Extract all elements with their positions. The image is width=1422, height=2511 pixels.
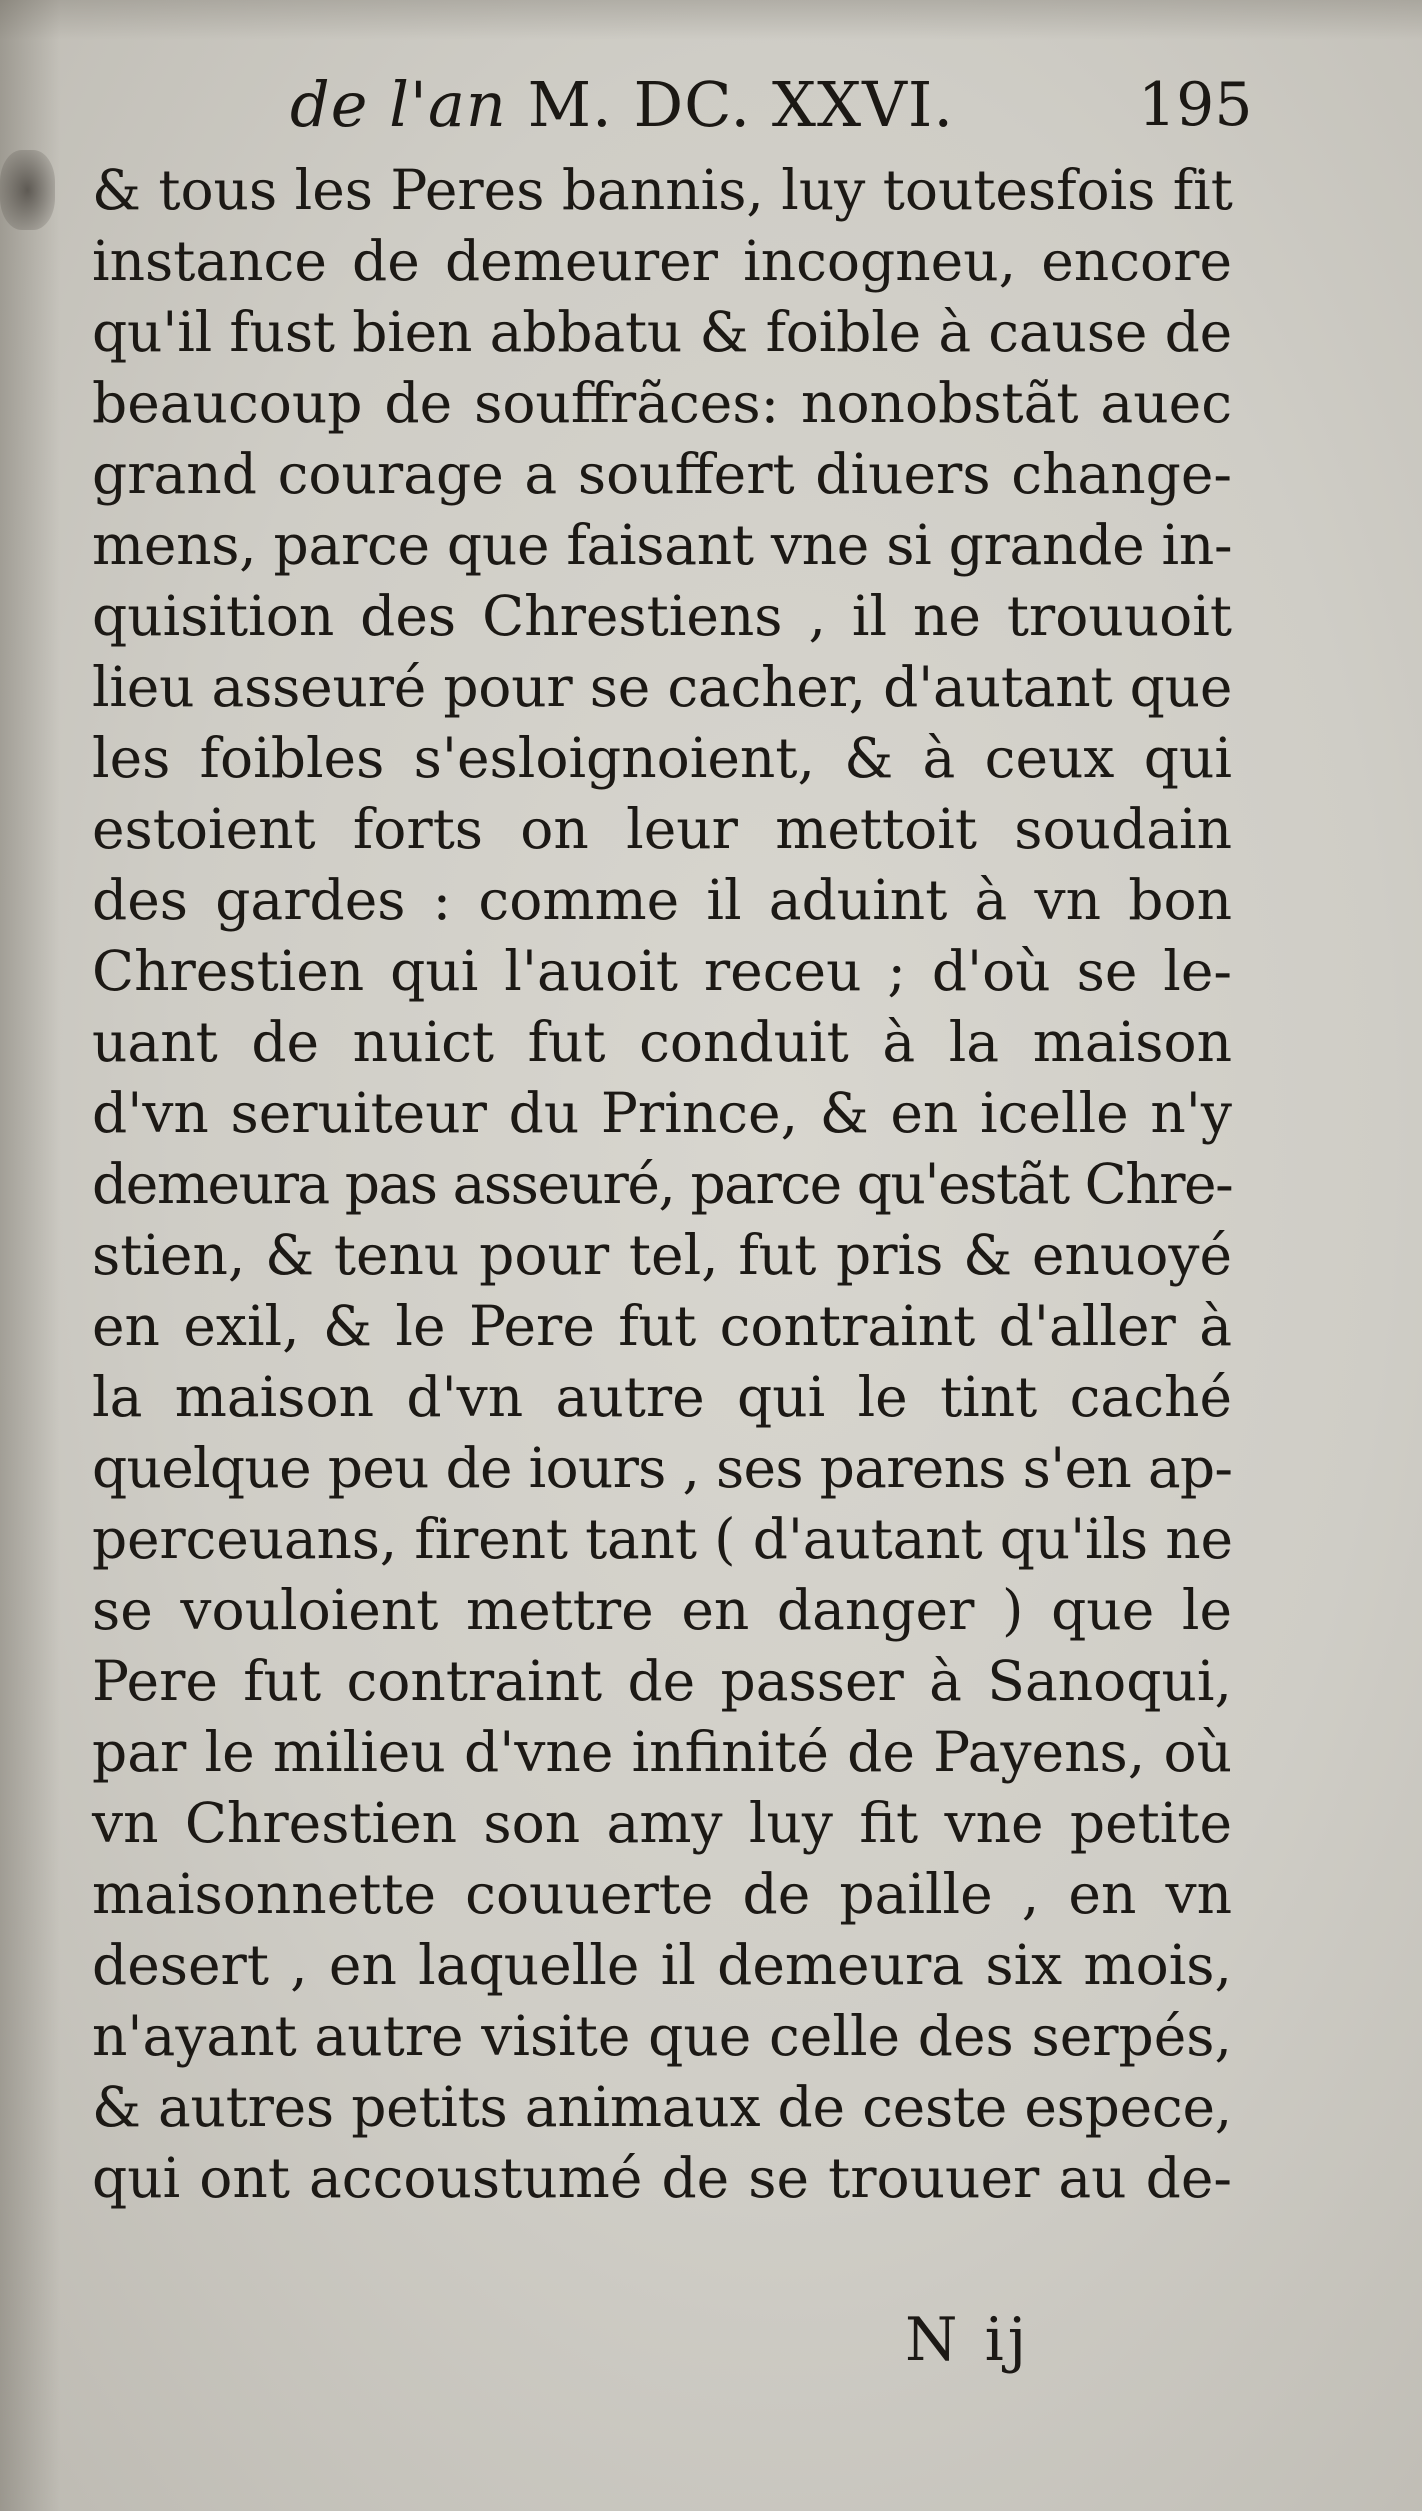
text-line: mens, parce que faisant vne si grande in- (92, 513, 1233, 577)
text-line: par le milieu d'vne infinité de Payens, où (92, 1720, 1232, 1784)
running-head-title (290, 60, 954, 150)
ink-smudge (0, 150, 55, 230)
text-line: se vouloient mettre en danger ) que le (92, 1578, 1232, 1642)
top-edge-shadow (0, 0, 1422, 40)
signature-mark: N ij (905, 2305, 1031, 2375)
gutter-shadow (0, 0, 60, 2511)
text-line: stien, & tenu pour tel, fut pris & enuoyé (92, 1223, 1232, 1287)
text-line: instance de demeurer incogneu, encore (92, 229, 1232, 293)
running-head (0, 60, 1422, 150)
text-line: en exil, & le Pere fut contraint d'aller à (92, 1294, 1232, 1358)
text-line: les foibles s'esloignoient, & à ceux qui (92, 726, 1232, 790)
running-head-year: M. DC. XXVI. (527, 68, 955, 141)
text-line: desert , en laquelle il demeura six mois, (92, 1933, 1232, 1997)
text-line: Pere fut contraint de passer à Sanoqui, (92, 1649, 1232, 1713)
text-line: & autres petits animaux de ceste espece, (92, 2075, 1232, 2139)
text-line: estoient forts on leur mettoit soudain (92, 797, 1232, 861)
text-line: beaucoup de souffrãces: nonobstãt auec (92, 371, 1232, 435)
text-line: uant de nuict fut conduit à la maison (92, 1010, 1232, 1074)
text-line: perceuans, firent tant ( d'autant qu'ils ne (92, 1507, 1233, 1571)
text-line: & tous les Peres bannis, luy toutesfois fit (92, 158, 1233, 222)
text-line: maisonnette couuerte de paille , en vn (92, 1862, 1232, 1926)
text-line: d'vn seruiteur du Prince, & en icelle n'y (92, 1081, 1232, 1145)
text-line: des gardes : comme il aduint à vn bon (92, 868, 1232, 932)
text-line: demeura pas asseuré, parce qu'estãt Chre- (92, 1152, 1233, 1216)
text-line: vn Chrestien son amy luy fit vne petite (92, 1791, 1232, 1855)
text-line: grand courage a souffert diuers change- (92, 442, 1232, 506)
page-number: 195 (1138, 70, 1253, 140)
text-line: qui ont accoustumé de se trouuer au de- (92, 2146, 1232, 2210)
running-head-italic: de l'an (290, 68, 507, 141)
text-line: qu'il fust bien abbatu & foible à cause de (92, 300, 1232, 364)
text-line: Chrestien qui l'auoit receu ; d'où se le- (92, 939, 1232, 1003)
text-line: quelque peu de iours , ses parens s'en ap- (92, 1436, 1233, 1500)
body-text (92, 155, 1232, 2214)
text-line: lieu asseuré pour se cacher, d'autant que (92, 655, 1233, 719)
text-line: quisition des Chrestiens , il ne trouuoit (92, 584, 1232, 648)
text-line: n'ayant autre visite que celle des serpés, (92, 2004, 1232, 2068)
text-line: la maison d'vn autre qui le tint caché (92, 1365, 1232, 1429)
